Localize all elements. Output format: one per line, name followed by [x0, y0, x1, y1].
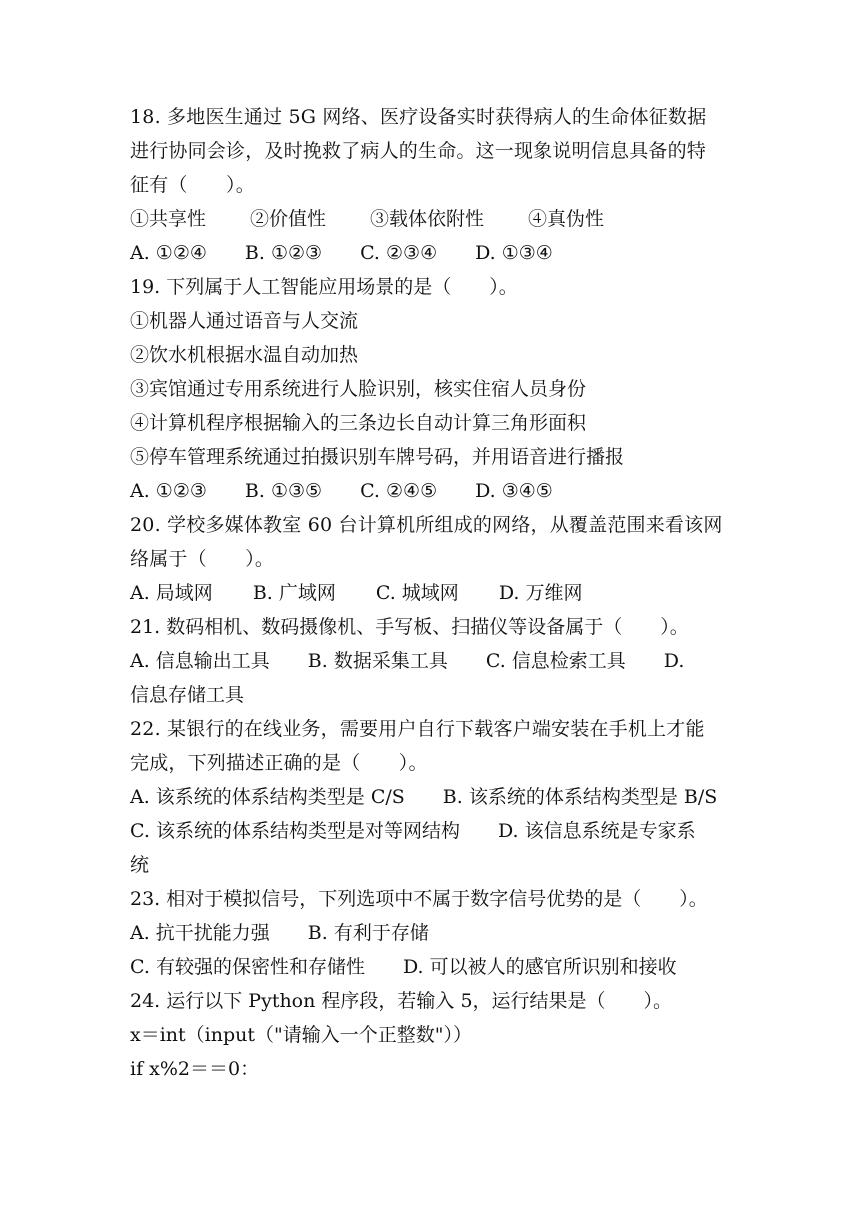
q18-item-1: ①共享性 [130, 208, 207, 230]
q20-option-a: A. 局域网 [130, 582, 213, 604]
question-23-options-line-1: A. 抗干扰能力强 B. 有利于存储 [130, 922, 429, 944]
question-21-stem: 21. 数码相机、数码摄像机、手写板、扫描仪等设备属于（ ）。 [130, 616, 689, 638]
question-19 [130, 270, 730, 508]
q19-option-c: C. ②④⑤ [360, 480, 438, 502]
q19-item-5: ⑤停车管理系统通过拍摄识别车牌号码，并用语音进行播报 [130, 446, 625, 468]
q19-item-2: ②饮水机根据水温自动加热 [130, 344, 359, 366]
q19-item-3: ③宾馆通过专用系统进行人脸识别，核实住宿人员身份 [130, 378, 587, 400]
exam-page [130, 100, 730, 1086]
question-24 [130, 984, 730, 1086]
question-22-options-line-2: C. 该系统的体系结构类型是对等网结构 D. 该信息系统是专家系 [130, 820, 696, 842]
question-18-items [130, 202, 730, 236]
q18-option-b: B. ①②③ [244, 242, 323, 264]
question-22-options-line-1: A. 该系统的体系结构类型是 C/S B. 该系统的体系结构类型是 B/S [130, 786, 718, 808]
question-20 [130, 508, 730, 610]
question-21-options-line-1: A. 信息输出工具 B. 数据采集工具 C. 信息检索工具 D. [130, 650, 685, 672]
question-21 [130, 610, 730, 712]
question-23 [130, 882, 730, 984]
q20-option-b: B. 广域网 [252, 582, 336, 604]
q19-item-4: ④计算机程序根据输入的三条边长自动计算三角形面积 [130, 412, 587, 434]
q18-item-4: ④真伪性 [528, 208, 605, 230]
question-24-code-line-1: x＝int（input（"请输入一个正整数"）） [130, 1024, 472, 1046]
question-20-line-2: 络属于（ ）。 [130, 548, 275, 570]
q20-option-d: D. 万维网 [498, 582, 583, 604]
q18-option-c: C. ②③④ [360, 242, 438, 264]
question-22-line-1: 22. 某银行的在线业务，需要用户自行下载客户端安装在手机上才能 [130, 718, 705, 740]
q19-item-1: ①机器人通过语音与人交流 [130, 310, 359, 332]
question-20-line-1: 20. 学校多媒体教室 60 台计算机所组成的网络，从覆盖范围来看该网 [130, 514, 723, 536]
q18-option-d: D. ①③④ [475, 242, 553, 264]
question-18-line-2: 进行协同会诊，及时挽救了病人的生命。这一现象说明信息具备的特 [130, 140, 707, 162]
question-21-options-line-2: 信息存储工具 [130, 684, 245, 706]
q19-option-a: A. ①②③ [130, 480, 207, 502]
question-20-options [130, 576, 730, 610]
q18-item-3: ③载体依附性 [370, 208, 485, 230]
question-18-options [130, 236, 730, 270]
question-18 [130, 100, 730, 270]
question-19-options [130, 474, 730, 508]
q19-option-b: B. ①③⑤ [244, 480, 323, 502]
question-22-line-2: 完成，下列描述正确的是（ ）。 [130, 752, 428, 774]
question-18-line-3: 征有（ ）。 [130, 174, 255, 196]
question-23-options-line-2: C. 有较强的保密性和存储性 D. 可以被人的感官所识别和接收 [130, 956, 677, 978]
question-24-stem: 24. 运行以下 Python 程序段，若输入 5，运行结果是（ ）。 [130, 990, 673, 1012]
q19-option-d: D. ③④⑤ [475, 480, 553, 502]
q18-option-a: A. ①②④ [130, 242, 207, 264]
question-24-code-line-2: if x%2＝＝0： [130, 1058, 260, 1080]
q18-item-2: ②价值性 [250, 208, 327, 230]
question-22-options-line-3: 统 [130, 854, 150, 876]
question-19-stem: 19. 下列属于人工智能应用场景的是（ ）。 [130, 276, 518, 298]
question-23-stem: 23. 相对于模拟信号，下列选项中不属于数字信号优势的是（ ）。 [130, 888, 708, 910]
q20-option-c: C. 城域网 [375, 582, 459, 604]
question-18-line-1: 18. 多地医生通过 5G 网络、医疗设备实时获得病人的生命体征数据 [130, 106, 707, 128]
question-22 [130, 712, 730, 882]
